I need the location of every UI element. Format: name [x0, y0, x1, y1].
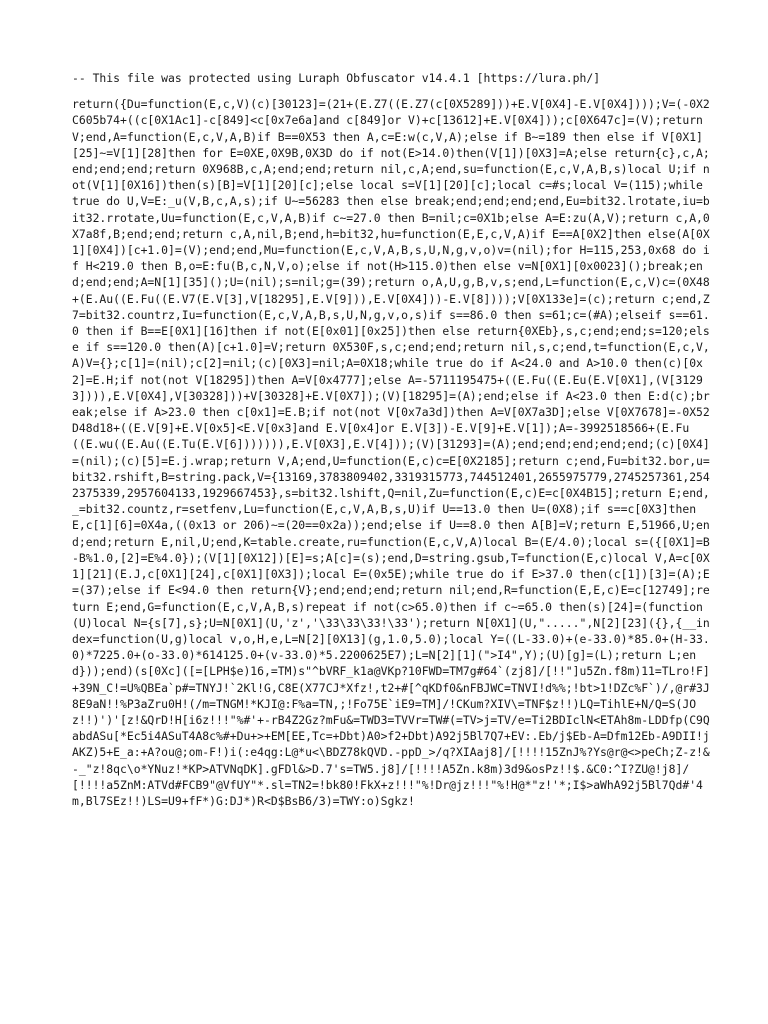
code-text-block — [72, 70, 712, 809]
obfuscator-header-line: -- This file was protected using Luraph Obfuscator v14.4.1 [https://lura.ph/] — [72, 71, 601, 85]
obfuscated-code-body: return({Du=function(E,c,V)(c)[30123]=(21+(E.Z7((E.Z7(c[0X5289]))+E.V[0X4]-E.V[0X4])));V=(-0X2C605b74+((c[0X1Ac1]-c[849]<c[0x7e6a]and c[849]or V)+c[13612]+E.V[0X4]));c[0X647c]=(V);return V;end,A=function(E,c,V,A,B)if B==0X53 then A,c=E:w(c,V,A);else if B~=189 then else if V[0X1][25]~=V[1][28]then for E=0XE,0X9B,0X3D do if not(E>14.0)then(V[1])[0X3]=A;else return{c},c,A;end;end;end;return 0X968B,c,A;end;end;return nil,c,A;end,su=function(E,c,V,A,B,s)local U;if not(V[1][0X16])then(s)[B]=V[1][20][c];else local s=V[1][20][c];local c=#s;local V=(115);while true do U,V=E:_u(V,B,c,A,s);if U~=56283 then else break;end;end;end;end,Eu=bit32.lrotate,iu=bit32.rrotate,Uu=function(E,c,V,A,B)if c~=27.0 then B=nil;c=0X1b;else A=E:zu(A,V);return c,A,0X7a8f,B;end;end;return c,A,nil,B;end,h=bit32,hu=function(E,E,c,V,A)if E==A[0X2]then else(A[0X1][0X4])[c+1.0]=(V);end;end,Mu=function(E,c,V,A,B,s,U,N,g,v,o)v=(nil);for H=115,253,0x68 do if H<219.0 then B,o=E:fu(B,c,N,V,o);else if not(H>115.0)then else v=N[0X1][0x0023]();break;end;end;end;A=N[1][35]();U=(nil);s=nil;g=(39);return o,A,U,g,B,v,s;end,L=function(E,c,V)c=(0X48+(E.Au((E.Fu((E.V7(E.V[3],V[18295],E.V[9])),E.V[0X4]))-E.V[8])));V[0X133e]=(c);return c;end,Z7=bit32.countrz,Iu=function(E,c,V,A,B,s,U,N,g,v,o,s)if s==86.0 then s=61;c=(#A);elseif s==61.0 then if B==E[0X1][16]then if not(E[0x01][0x25])then else return{0XEb},s,c;end;end;s=120;else if s==120.0 then(A)[c+1.0]=V;return 0X530F,s,c;end;end;return nil,s,c;end,t=function(E,c,V,A)V={};c[1]=(nil);c[2]=nil;(c)[0X3]=nil;A=0X18;while true do if A<24.0 and A>10.0 then(c)[0x2]=E.H;if not(not V[18295])then A=V[0x4777];else A=-5711195475+((E.Fu((E.Eu(E.V[0X1],(V[31293]))),E.V[0X4],V[30328]))+V[30328]+E.V[0X7]);(V)[18295]=(A);end;else if A<23.0 then E:d(c);break;else if A>23.0 then c[0x1]=E.B;if not(not V[0x7a3d])then A=V[0X7a3D];else V[0X7678]=-0X52D48d18+((E.V[9]+E.V[0x5]<E.V[0x3]and E.V[0x4]or E.V[3])-E.V[9]+E.V[1]);A=-3992518566+(E.Fu((E.wu((E.Au((E.Tu(E.V[6])))))),E.V[0X3],E.V[4]));(V)[31293]=(A);end;end;end;end;end;(c)[0X4]=(nil);(c)[5]=E.j.wrap;return V,A;end,U=function(E,c)c=E[0X2185];return c;end,Fu=bit32.bor,u=bit32.rshift,B=string.pack,V={13169,3783809402,3319315773,744512401,2655975779,2745257361,2542375339,2957604133,1929667453},s=bit32.lshift,Q=nil,Zu=function(E,c)E=c[0X4B15];return E;end,_=bit32.countz,r=setfenv,Lu=function(E,c,V,A,B,s,U)if U==13.0 then U=(0X8);if s==c[0X3]then E,c[1][6]=0X4a,((0x13 or 206)~=(20==0x2a));end;else if U==8.0 then A[B]=V;return E,51966,U;end;end;return E,nil,U;end,K=table.create,ru=function(E,c,V,A)local B=(E/4.0);local s=({[0X1]=B-B%1.0,[2]=E%4.0});(V[1][0X12])[E]=s;A[c]=(s);end,D=string.gsub,T=function(E,c)local V,A=c[0X1][21](E.J,c[0X1][24],c[0X1][0X3]);local E=(0x5E);while true do if E>37.0 then(c[1])[3]=(A);E=(37);else if E<94.0 then return{V};end;end;end;return nil;end,R=function(E,E,c)E=c[12749];return E;end,G=function(E,c,V,A,B,s)repeat if not(c>65.0)then if c~=65.0 then(s)[24]=(function(U)local N={s[7],s};U=N[0X1](U,'z','\33\33\33!\33');return N[0X1](U,".....",N[2][23]({},{__index=function(U,g)local v,o,H,e,L=N[2][0X13](g,1.0,5.0);local Y=((L-33.0)+(e-33.0)*85.0+(H-33.0)*7225.0+(o-33.0)*614125.0+(v-33.0)*5.2200625E7);L=N[2][1](">I4",Y);(U)[g]=(L);return L;end}));end)(s[0Xc]([=[LPH$e)16,=TM)s"^bVRF_k1a@VKp?10FWD=TM7g#64`(zj8]/[!!"]u5Zn.f8m)11=TLro!F]+39N_C!=U%QBEa`p#=TNYJ!`2Kl!G,C8E(X77CJ*Xfz!,t2+#[^qKDf0&nFBJWC=TNVI!d%%;!bt>1!DZc%F`)/,@r#3J8E9aN!!%P3aZru0H!(/m=TNGM!*KJI@:F%a=TN,;!Fo75E`iE9=TM]/!CKum?XIV\=TNF$z!!)LQ=TihlE+N/Q=S(JOz!!)')'[z!&QrD!H[i6z!!!"%#'+-rB4Z2Gz?mFu&=TWD3=TVVr=TW#(=TV>j=TV/e=Ti2BDIclN<ETAh8m-LDDfp(C9QabdASu[*Ec5i4ASuT4A8c%#+Du+>+EM[EE,Tc=+Dbt)A0>f2+Dbt)A92j5Bl7Q7+EV:.Eb/j$Eb-A=Dfm12Eb-A9DII!jAKZ)5+E_a:+A?ou@;om-F!)i(:e4qg:L@*u<\BDZ78kQVD.-ppD_>/q?XIAaj8]/[!!!!15ZnJ%?Ys@r@<>peCh;Z-z!&-_"z!8qc\o*YNuz!*KP>ATVNqDK].gFDl&>D.7's=TW5.j8]/[!!!!A5Zn.k8m)3d9&osPz!!$.&C0:^I?ZU@!j8]/[!!!!a5ZnM:ATVd#FCB9"@VfUY"*.sl=TN2=!bk80!FkX+z!!!"%!Dr@jz!!!"%!H@*"z!'*;I$>aWhA92j5Bl7Qd#'4m,Bl7SEz!!)LS=U9+fF*)G:DJ*)R<D$BsB6/3)=TWY:o)Sgkz! — [72, 97, 710, 808]
